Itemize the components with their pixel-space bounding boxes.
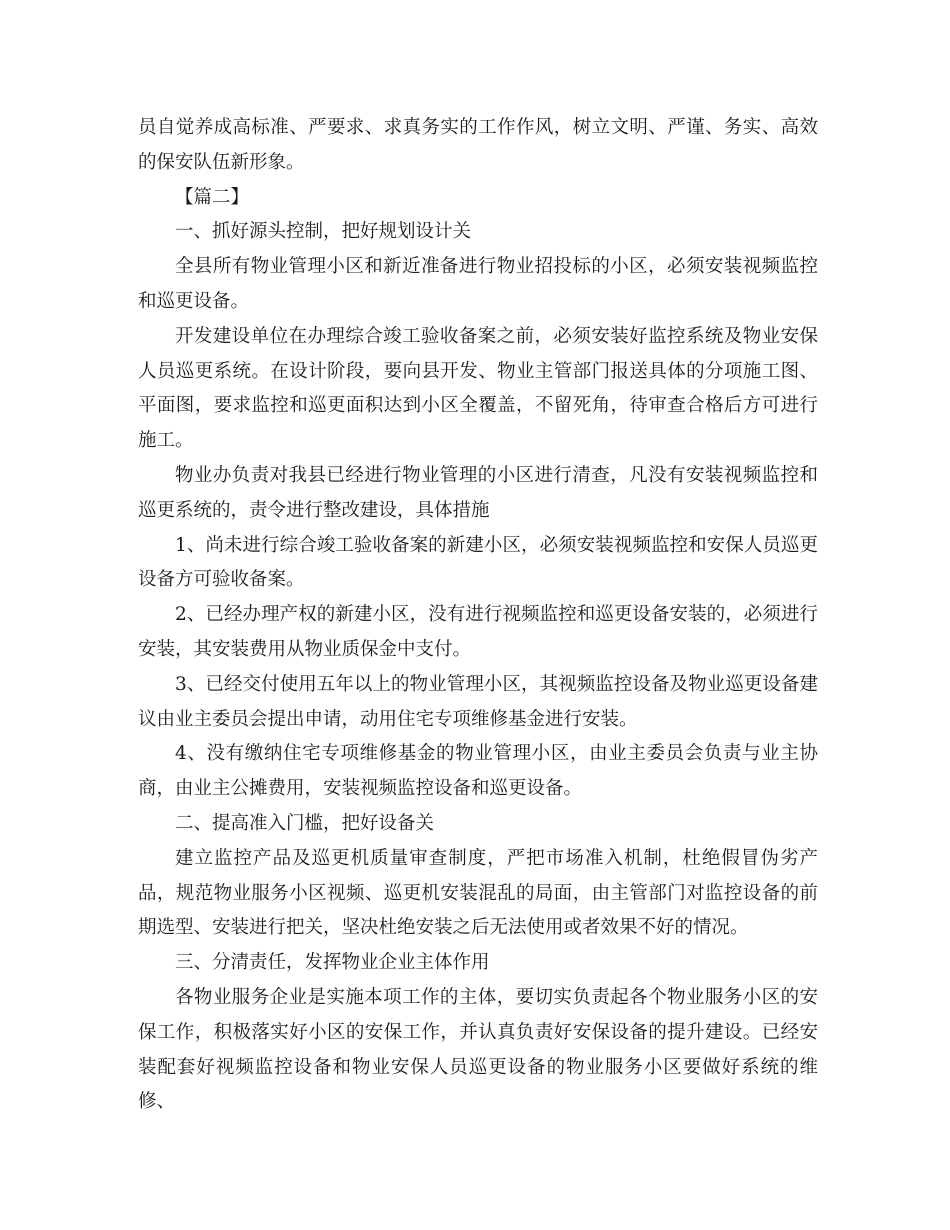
subheading-responsibilities: 三、分清责任，发挥物业企业主体作用 [175,952,490,974]
paragraph-continuation: 员自觉养成高标准、严要求、求真务实的工作作风，树立文明、严谨、务实、高效的保安队伍新形象。 [138,117,818,173]
paragraph: 开发建设单位在办理综合竣工验收备案之前，必须安装好监控系统及物业安保人员巡更系统。在设计阶段，要向县开发、物业主管部门报送具体的分项施工图、平面图，要求监控和巡更面积达到小区全覆盖，不留死角，待审查合格后方可进行施工。 [138,325,818,452]
paragraph: 物业办负责对我县已经进行物业管理的小区进行清查，凡没有安装视频监控和巡更系统的，责令进行整改建设，具体措施 [138,464,818,521]
paragraph: 建立监控产品及巡更机质量审查制度，严把市场准入机制，杜绝假冒伪劣产品，规范物业服务小区视频、巡更机安装混乱的局面，由主管部门对监控设备的前期选型、安装进行把关，坚决杜绝安装之后无法使用或者效果不好的情况。 [138,847,818,939]
list-item: 1、尚未进行综合竣工验收备案的新建小区，必须安装视频监控和安保人员巡更设备方可验收备案。 [138,534,818,591]
list-item: 3、已经交付使用五年以上的物业管理小区，其视频监控设备及物业巡更设备建议由业主委员会提出申请，动用住宅专项维修基金进行安装。 [138,673,818,730]
list-item: 2、已经办理产权的新建小区，没有进行视频监控和巡更设备安装的，必须进行安装，其安装费用从物业质保金中支付。 [138,604,818,660]
paragraph: 各物业服务企业是实施本项工作的主体，要切实负责起各个物业服务小区的安保工作，积极落实好小区的安保工作，并认真负责好安保设备的提升建设。已经安装配套好视频监控设备和物业安保人员巡更设备的物业服务小区要做好系统的维修、 [138,986,818,1113]
subheading-source-control: 一、抓好源头控制，把好规划设计关 [175,221,472,243]
list-item: 4、没有缴纳住宅专项维修基金的物业管理小区，由业主委员会负责与业主协商，由业主公摊费用，安装视频监控设备和巡更设备。 [138,743,818,800]
section-heading-part-two: 【篇二】 [175,186,250,208]
document-body [138,111,818,1120]
paragraph: 全县所有物业管理小区和新近准备进行物业招投标的小区，必须安装视频监控和巡更设备。 [138,256,818,312]
subheading-entry-threshold: 二、提高准入门槛，把好设备关 [175,812,435,834]
